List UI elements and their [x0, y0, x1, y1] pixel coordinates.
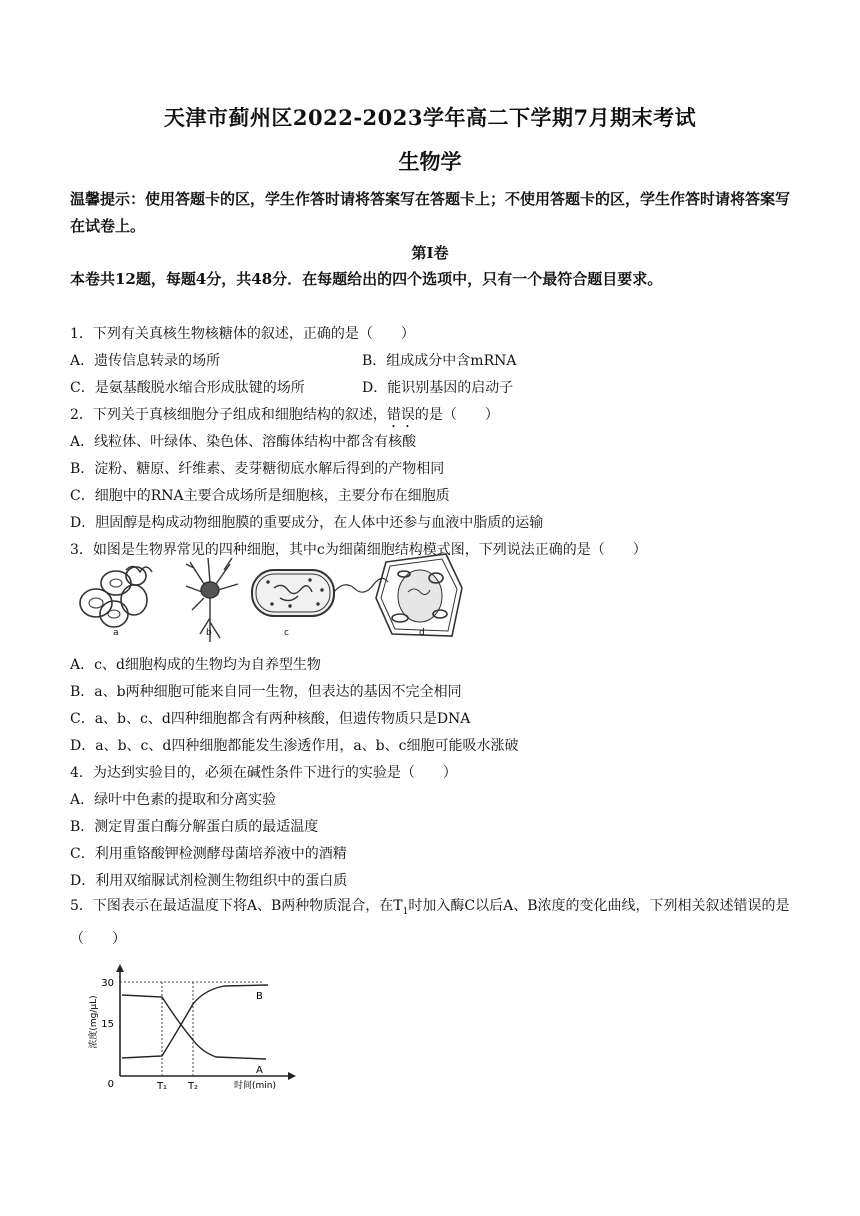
- q1-option-b: B．组成成分中含mRNA: [362, 353, 517, 369]
- q2-option-d: D．胆固醇是构成动物细胞膜的重要成分，在人体中还参与血液中脂质的运输: [70, 515, 544, 531]
- q5-concentration-chart: [84, 962, 314, 1092]
- q4-option-c: C．利用重铬酸钾检测酵母菌培养液中的酒精: [70, 846, 347, 862]
- y-axis-label: 浓度(mg/μL): [89, 995, 99, 1049]
- q5-stem-subscript: 1: [402, 906, 409, 917]
- exam-title: 天津市蓟州区2022-2023学年高二下学期7月期末考试: [163, 105, 697, 130]
- q5-stem: [70, 893, 800, 953]
- exam-subject: 生物学: [398, 149, 462, 174]
- q2-stem: [70, 404, 499, 431]
- x-tick-t1: T₁: [156, 1081, 168, 1092]
- q3-option-b: B．a、b两种细胞可能来自同一生物，但表达的基因不完全相同: [70, 684, 462, 700]
- y-tick-30: 30: [101, 978, 114, 989]
- q5-stem-part1: 5．下图表示在最适温度下将A、B两种物质混合，在T: [70, 898, 403, 914]
- q2-stem-before: 2．下列关于真核细胞分子组成和细胞结构的叙述，: [70, 407, 387, 423]
- q3-stem: 3．如图是生物界常见的四种细胞，其中c为细菌细胞结构模式图，下列说法正确的是（ ）: [70, 542, 647, 558]
- q3-option-a: A．c、d细胞构成的生物均为自养型生物: [70, 657, 321, 673]
- cell-c-illustration: [252, 570, 388, 616]
- cell-d-illustration: [376, 554, 462, 636]
- q2-option-c: C．细胞中的RNA主要合成场所是细胞核，主要分布在细胞质: [70, 488, 450, 504]
- q4-stem: 4．为达到实验目的，必须在碱性条件下进行的实验是（ ）: [70, 765, 457, 781]
- x-axis-label: 时间(min): [234, 1081, 276, 1091]
- y-tick-15: 15: [101, 1019, 114, 1030]
- x-axis-arrow: [288, 1072, 296, 1080]
- q3-cell-figure: [74, 548, 474, 648]
- figure-label-c: c: [284, 628, 289, 638]
- curve-a: [122, 995, 266, 1059]
- figure-label-d: d: [419, 628, 425, 638]
- series-label-a: A: [256, 1065, 263, 1076]
- cell-a-illustration: [80, 566, 152, 627]
- q1-option-c: C．是氨基酸脱水缩合形成肽键的场所: [70, 380, 305, 396]
- q2-option-b: B．淀粉、糖原、纤维素、麦芽糖彻底水解后得到的产物相同: [70, 461, 445, 477]
- figure-label-b: b: [206, 628, 212, 638]
- y-tick-0: 0: [107, 1079, 114, 1090]
- section-title: 第Ⅰ卷: [411, 244, 449, 262]
- q1-option-a: A．遗传信息转录的场所: [70, 353, 221, 369]
- q2-option-a: A．线粒体、叶绿体、染色体、溶酶体结构中都含有核酸: [70, 434, 417, 450]
- x-tick-t2: T₂: [187, 1081, 199, 1092]
- figure-label-a: a: [113, 628, 119, 638]
- notice-text: 温馨提示：使用答题卡的区，学生作答时请将答案写在答题卡上；不使用答题卡的区，学生作答时请将答案写在试卷上。: [70, 190, 791, 235]
- cell-b-illustration: [186, 558, 238, 642]
- section-instructions: 本卷共12题，每题4分，共48分．在每题给出的四个选项中，只有一个最符合题目要求。: [70, 270, 663, 288]
- q4-option-a: A．绿叶中色素的提取和分离实验: [70, 792, 277, 808]
- q4-option-d: D．利用双缩脲试剂检测生物组织中的蛋白质: [70, 873, 348, 889]
- y-axis-arrow: [116, 964, 124, 972]
- q4-option-b: B．测定胃蛋白酶分解蛋白质的最适温度: [70, 819, 319, 835]
- q3-option-d: D．a、b、c、d四种细胞都能发生渗透作用，a、b、c细胞可能吸水涨破: [70, 738, 519, 754]
- q1-option-d: D．能识别基因的启动子: [362, 380, 514, 396]
- series-label-b: B: [256, 991, 263, 1002]
- q5-stem-part2: 时加入酶C以后A、B浓度的变化曲线，下列相关叙述错误的是（ ）: [70, 898, 790, 947]
- q1-stem: 1．下列有关真核生物核糖体的叙述，正确的是（ ）: [70, 326, 415, 342]
- q3-option-c: C．a、b、c、d四种细胞都含有两种核酸，但遗传物质只是DNA: [70, 711, 471, 727]
- q2-stem-after: 的是（ ）: [414, 407, 499, 423]
- q2-stem-emphasis: 错误: [386, 407, 415, 423]
